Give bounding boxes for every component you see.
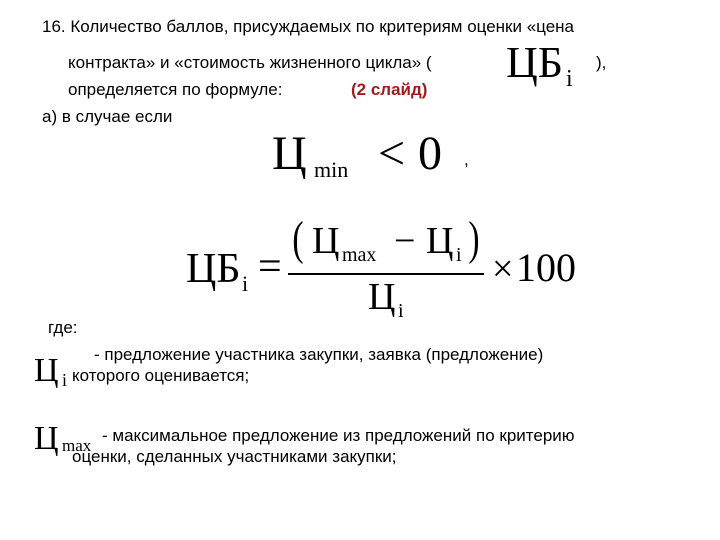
formula-times: × (492, 248, 514, 290)
formula-multiplier: 100 (516, 245, 576, 290)
cb-inline-symbol: ЦБ (506, 38, 564, 87)
formula-minus: − (394, 220, 416, 262)
formula-denominator: Ц (368, 276, 396, 318)
formula-numerator-b-subscript: i (456, 244, 462, 266)
item-line-2: контракта» и «стоимость жизненного цикла» ( (68, 53, 432, 72)
case-label: а) в случае если (42, 107, 173, 126)
def2-subscript: max (62, 436, 92, 455)
condition-symbol: Ц (272, 127, 307, 180)
formula-numerator-b: Ц (426, 220, 454, 262)
formula-equals: = (258, 244, 282, 290)
slide-reference: (2 слайд) (351, 80, 428, 99)
formula-numerator-a: Ц (312, 220, 340, 262)
condition-operator: < (378, 127, 406, 180)
condition-subscript: min (314, 157, 349, 182)
cb-inline-subscript: i (566, 66, 573, 92)
item-line-2-end: ), (596, 53, 607, 72)
def1-line-1: - предложение участника закупки, заявка (предложение) (94, 345, 544, 364)
def1-subscript: i (62, 370, 68, 390)
def2-line-2: оценки, сделанных участниками закупки; (72, 447, 397, 466)
case-comma: , (464, 150, 469, 169)
def1-line-2: которого оценивается; (72, 366, 250, 385)
condition-value: 0 (418, 127, 442, 180)
formula-paren-open: ( (292, 212, 304, 265)
fraction-bar (288, 273, 484, 275)
item-line-3: определяется по формуле: (68, 80, 283, 99)
formula-lhs: ЦБ (186, 246, 241, 292)
formula-denominator-subscript: i (398, 300, 404, 322)
def2-line-1: - максимальное предложение из предложений по критерию (102, 426, 575, 445)
formula-paren-close: ) (468, 212, 480, 265)
def1-symbol: Ц (34, 352, 59, 389)
where-label: где: (48, 318, 78, 337)
formula-numerator-a-subscript: max (342, 244, 377, 266)
formula-lhs-subscript: i (242, 271, 249, 296)
item-line-1: 16. Количество баллов, присуждаемых по критериям оценки «цена (42, 17, 574, 36)
def2-symbol: Ц (34, 420, 59, 457)
